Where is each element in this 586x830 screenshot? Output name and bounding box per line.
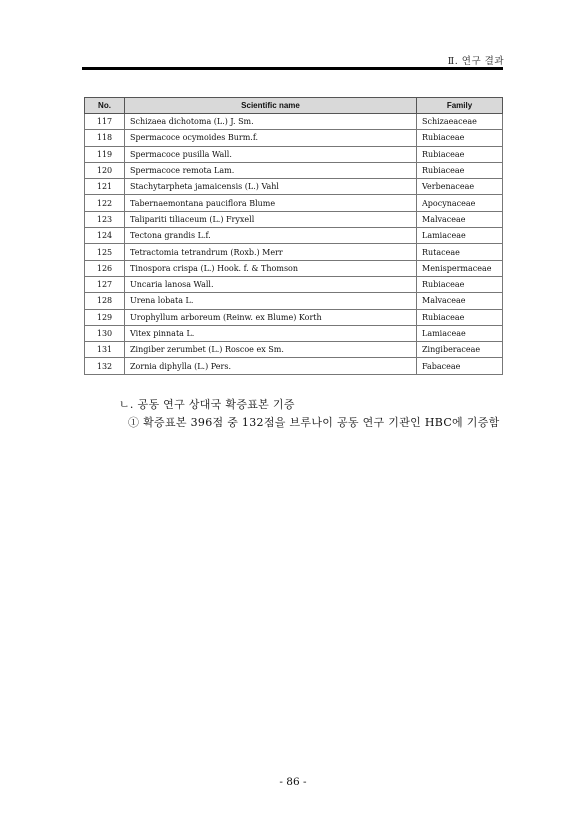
cell-number: 121: [85, 179, 125, 195]
table-row: [85, 146, 503, 162]
cell-family: Zingiberaceae: [417, 342, 503, 358]
cell-number: 125: [85, 244, 125, 260]
table-row: [85, 276, 503, 292]
cell-number: 120: [85, 162, 125, 178]
cell-scientific-name: Urena lobata L.: [125, 293, 417, 309]
cell-family: Rutaceae: [417, 244, 503, 260]
table-row: [85, 342, 503, 358]
cell-family: Apocynaceae: [417, 195, 503, 211]
table-row: [85, 309, 503, 325]
cell-scientific-name: Stachytarpheta jamaicensis (L.) Vahl: [125, 179, 417, 195]
table-row: [85, 244, 503, 260]
table-row: [85, 195, 503, 211]
cell-number: 119: [85, 146, 125, 162]
cell-family: Rubiaceae: [417, 130, 503, 146]
cell-family: Rubiaceae: [417, 276, 503, 292]
cell-family: Fabaceae: [417, 358, 503, 374]
column-header-no: No.: [85, 98, 125, 114]
table-row: [85, 293, 503, 309]
cell-number: 126: [85, 260, 125, 276]
cell-number: 122: [85, 195, 125, 211]
cell-family: Schizaeaceae: [417, 114, 503, 130]
cell-number: 117: [85, 114, 125, 130]
cell-family: Rubiaceae: [417, 162, 503, 178]
cell-family: Lamiaceae: [417, 325, 503, 341]
cell-number: 123: [85, 211, 125, 227]
column-header-scientific-name: Scientific name: [125, 98, 417, 114]
cell-scientific-name: Zornia diphylla (L.) Pers.: [125, 358, 417, 374]
cell-number: 130: [85, 325, 125, 341]
table-header-row: [85, 98, 503, 114]
cell-scientific-name: Vitex pinnata L.: [125, 325, 417, 341]
table-body: [85, 114, 503, 375]
cell-number: 131: [85, 342, 125, 358]
section-item: ① 확증표본 396점 중 132점을 브루나이 공동 연구 기관인 HBC에 기증함: [128, 416, 500, 429]
cell-family: Lamiaceae: [417, 228, 503, 244]
cell-scientific-name: Tabernaemontana pauciflora Blume: [125, 195, 417, 211]
cell-family: Rubiaceae: [417, 146, 503, 162]
table-row: [85, 260, 503, 276]
species-table: [84, 97, 503, 375]
page-number: - 86 -: [279, 776, 307, 788]
cell-family: Malvaceae: [417, 293, 503, 309]
cell-scientific-name: Talipariti tiliaceum (L.) Fryxell: [125, 211, 417, 227]
cell-scientific-name: Zingiber zerumbet (L.) Roscoe ex Sm.: [125, 342, 417, 358]
table-row: [85, 130, 503, 146]
cell-number: 118: [85, 130, 125, 146]
cell-number: 124: [85, 228, 125, 244]
table-row: [85, 179, 503, 195]
cell-number: 128: [85, 293, 125, 309]
cell-number: 127: [85, 276, 125, 292]
cell-number: 129: [85, 309, 125, 325]
cell-scientific-name: Tetractomia tetrandrum (Roxb.) Merr: [125, 244, 417, 260]
cell-scientific-name: Spermacoce pusilla Wall.: [125, 146, 417, 162]
cell-scientific-name: Uncaria lanosa Wall.: [125, 276, 417, 292]
table-row: [85, 358, 503, 374]
table-row: [85, 228, 503, 244]
table-row: [85, 211, 503, 227]
cell-scientific-name: Urophyllum arboreum (Reinw. ex Blume) Korth: [125, 309, 417, 325]
running-header: Ⅱ. 연구 결과: [447, 56, 504, 67]
cell-family: Verbenaceae: [417, 179, 503, 195]
cell-family: Rubiaceae: [417, 309, 503, 325]
table-row: [85, 162, 503, 178]
header-rule: [82, 67, 503, 70]
cell-scientific-name: Tinospora crispa (L.) Hook. f. & Thomson: [125, 260, 417, 276]
cell-scientific-name: Schizaea dichotoma (L.) J. Sm.: [125, 114, 417, 130]
cell-number: 132: [85, 358, 125, 374]
cell-scientific-name: Tectona grandis L.f.: [125, 228, 417, 244]
cell-family: Menispermaceae: [417, 260, 503, 276]
cell-scientific-name: Spermacoce remota Lam.: [125, 162, 417, 178]
table-row: [85, 325, 503, 341]
table-row: [85, 114, 503, 130]
column-header-family: Family: [417, 98, 503, 114]
cell-scientific-name: Spermacoce ocymoides Burm.f.: [125, 130, 417, 146]
section-heading: ㄴ. 공동 연구 상대국 확증표본 기증: [119, 398, 295, 411]
cell-family: Malvaceae: [417, 211, 503, 227]
